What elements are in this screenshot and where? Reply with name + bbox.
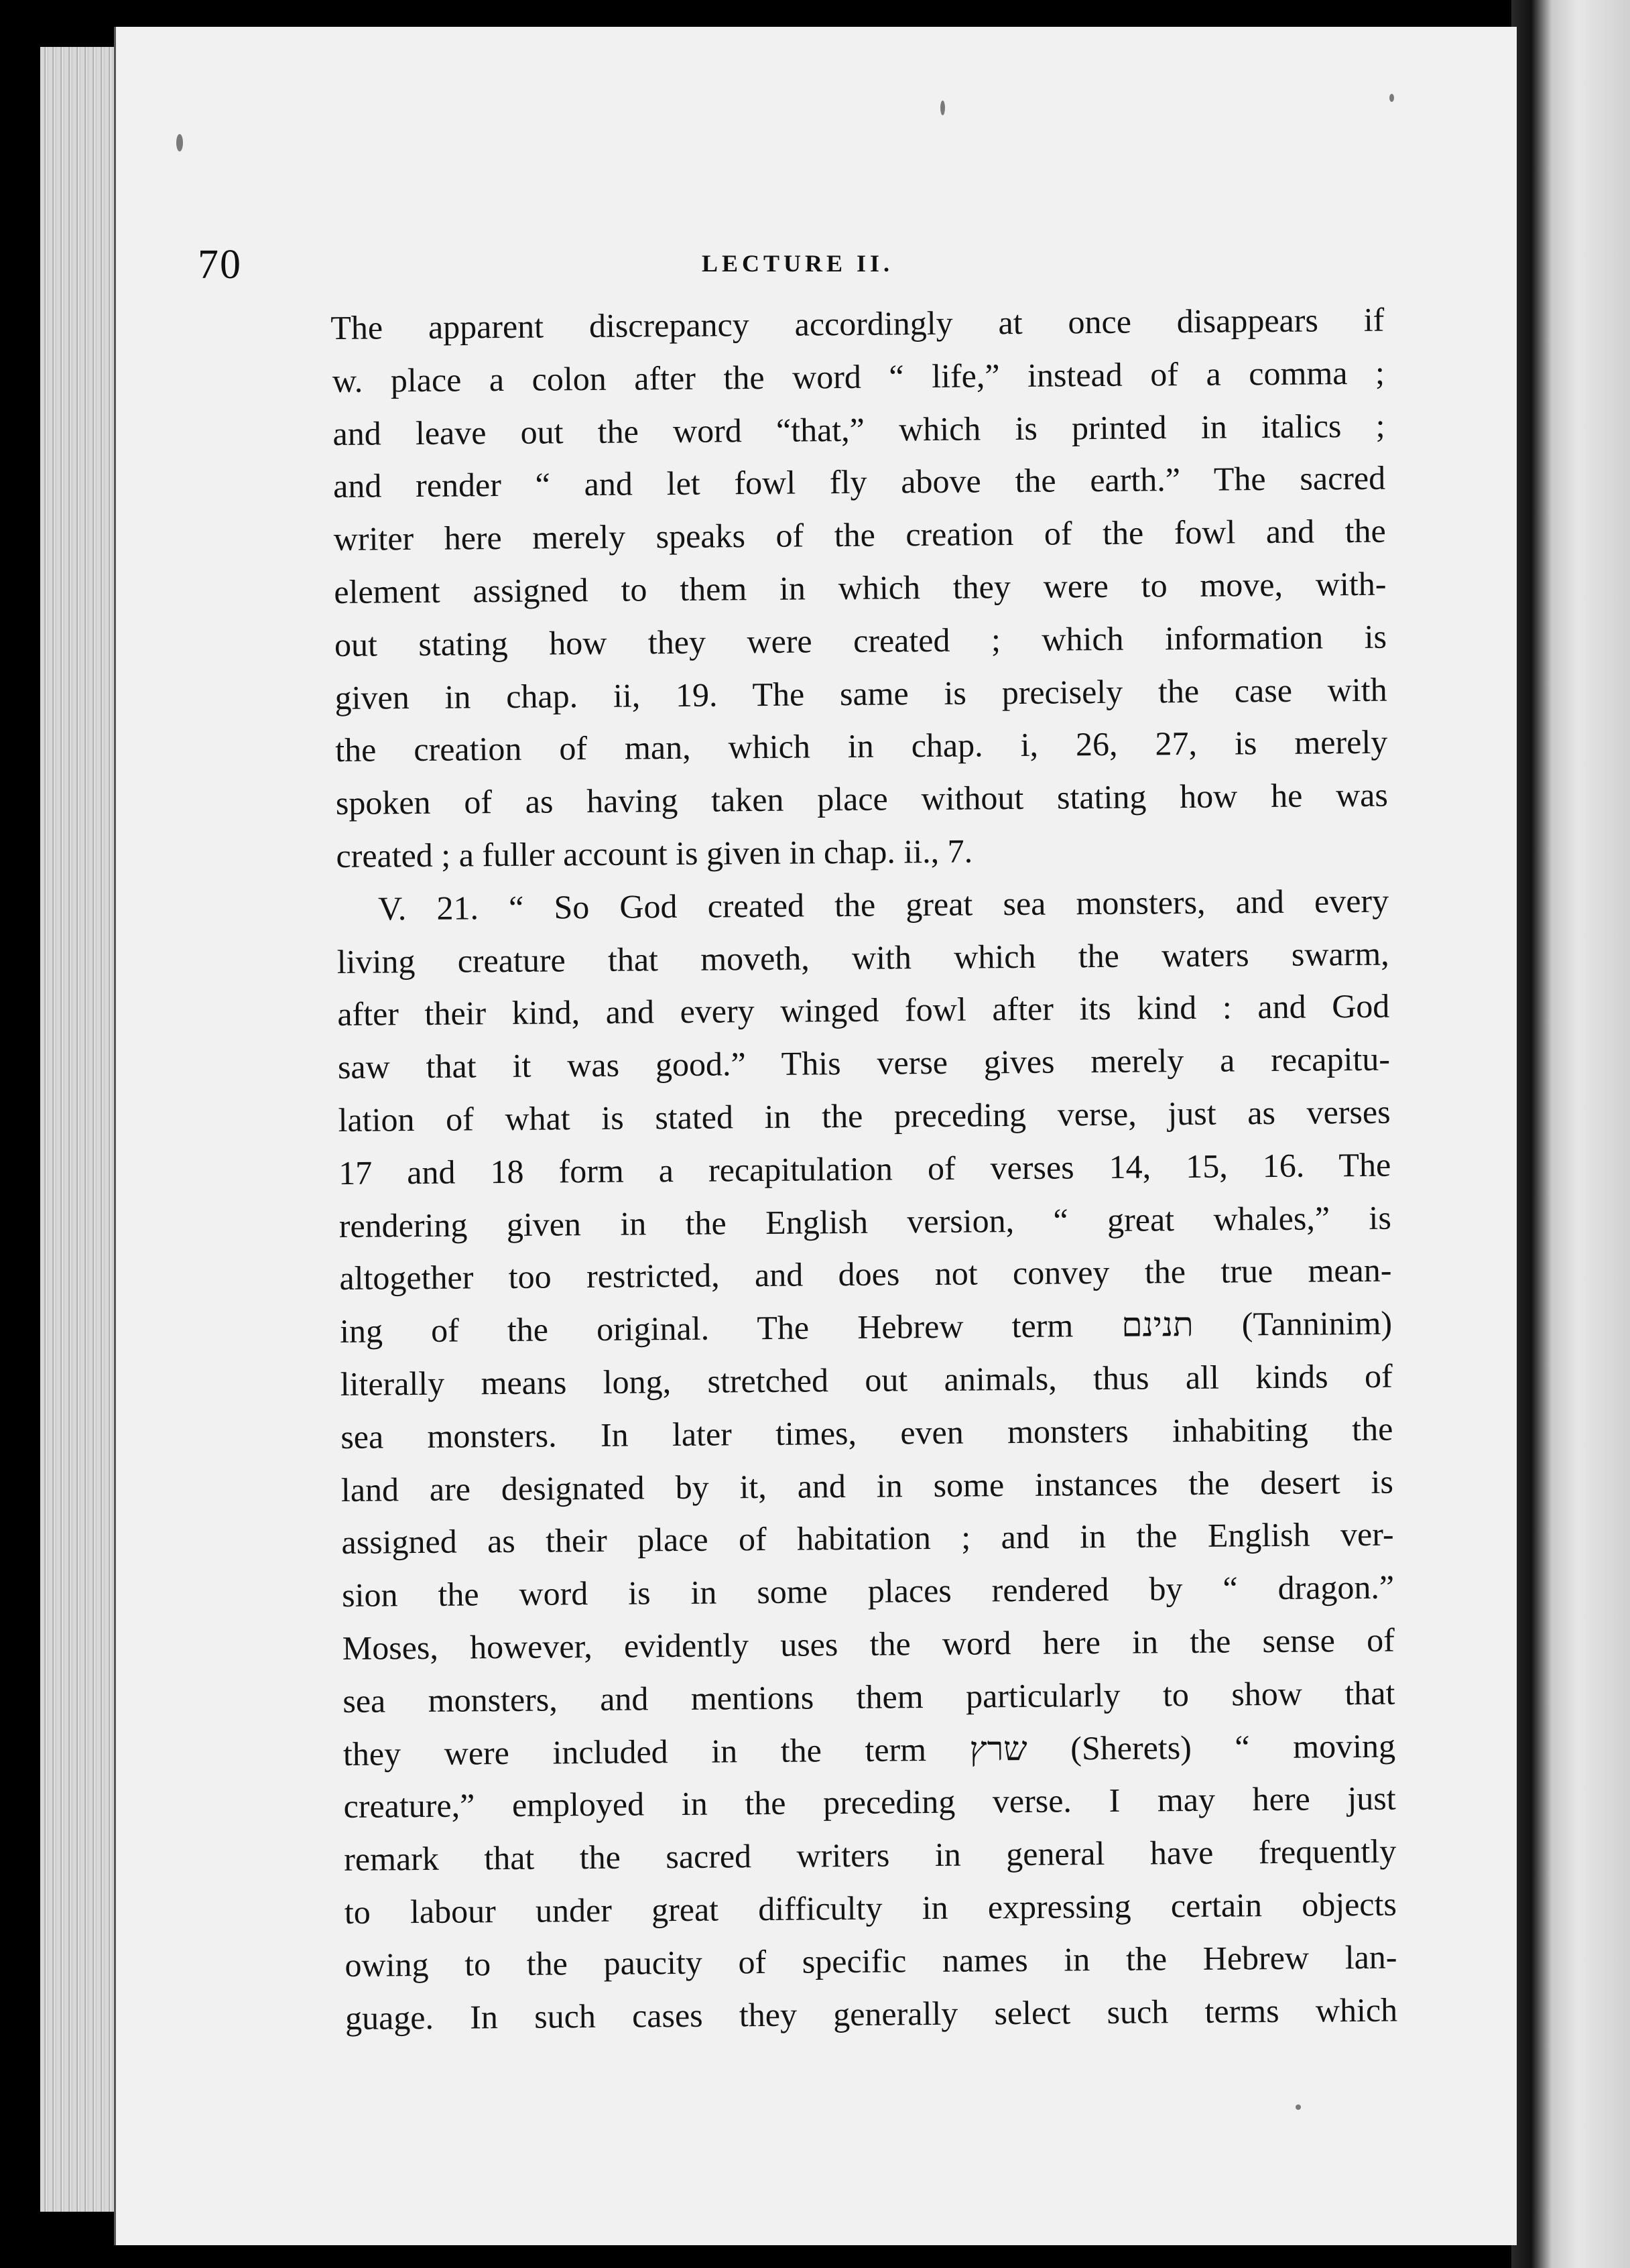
- book-binding: [1511, 0, 1630, 2268]
- text-line: element assigned to them in which they were to move, with-: [334, 564, 1387, 611]
- text-line: the creation of man, which in chap. i, 26, 27, is merely: [335, 723, 1388, 769]
- text-line: created ; a fuller account is given in chap. ii., 7.: [336, 832, 973, 875]
- text-line: out stating how they were created ; which information is: [334, 617, 1387, 664]
- text-line: given in chap. ii, 19. The same is precisely the case with: [334, 670, 1387, 716]
- text-line: lation of what is stated in the preceding verse, just as verses: [338, 1092, 1391, 1139]
- text-line: living creature that moveth, with which the waters swarm,: [336, 934, 1389, 981]
- ink-speck: [176, 134, 183, 151]
- ink-speck: [1296, 2104, 1301, 2110]
- text-line: they were included in the term שרץ (Sherets) “ moving: [342, 1726, 1396, 1773]
- text-line: sea monsters, and mentions them particularly to show that: [342, 1674, 1395, 1720]
- text-line: rendering given in the English version, “ great whales,” is: [338, 1198, 1391, 1245]
- page-number: 70: [198, 242, 242, 288]
- text-line: after their kind, and every winged fowl after its kind : and God: [337, 987, 1390, 1033]
- ink-speck: [940, 101, 945, 115]
- text-line: and leave out the word “that,” which is printed in italics ;: [332, 406, 1385, 452]
- text-line: writer here merely speaks of the creation of the fowl and the: [333, 511, 1386, 558]
- text-line: V. 21. “ So God created the great sea monsters, and every: [377, 881, 1389, 928]
- text-line: sion the word is in some places rendered by “ dragon.”: [341, 1568, 1395, 1615]
- text-line: saw that it was good.” This verse gives merely a recapitu-: [337, 1040, 1391, 1086]
- text-line: w. place a colon after the word “ life,” instead of a comma ;: [332, 353, 1385, 399]
- text-line: remark that the sacred writers in general have frequently: [344, 1832, 1397, 1879]
- text-line: land are designated by it, and in some instances the desert is: [340, 1462, 1394, 1509]
- text-line: and render “ and let fowl fly above the earth.” The sacred: [332, 459, 1386, 505]
- text-line: literally means long, stretched out animals, thus all kinds of: [340, 1357, 1393, 1403]
- running-head: LECTURE II.: [701, 250, 894, 277]
- text-line: assigned as their place of habitation ; and in the English ver-: [341, 1515, 1394, 1562]
- text-line: altogether too restricted, and does not convey the true mean-: [339, 1251, 1392, 1298]
- text-line: sea monsters. In later times, even monsters inhabiting the: [340, 1409, 1393, 1456]
- text-line: owing to the paucity of specific names in the Hebrew lan-: [344, 1938, 1397, 1984]
- text-line: 17 and 18 form a recapitulation of verses 14, 15, 16. The: [338, 1145, 1391, 1192]
- page-header: [198, 241, 1384, 295]
- body-text: [332, 294, 1397, 2045]
- text-line: ing of the original. The Hebrew term תנינם (Tanninim): [339, 1304, 1393, 1350]
- page-edges: [40, 47, 123, 2212]
- text-line: guage. In such cases they generally select such terms which: [344, 1991, 1398, 2037]
- ink-speck: [1389, 94, 1394, 102]
- text-line: Moses, however, evidently uses the word here in the sense of: [342, 1621, 1395, 1667]
- text-line: spoken of as having taken place without stating how he was: [335, 775, 1389, 822]
- text-line: to labour under great difficulty in expressing certain objects: [344, 1885, 1397, 1931]
- text-line: creature,” employed in the preceding verse. I may here just: [343, 1779, 1396, 1826]
- text-line: The apparent discrepancy accordingly at once disappears if: [330, 300, 1385, 347]
